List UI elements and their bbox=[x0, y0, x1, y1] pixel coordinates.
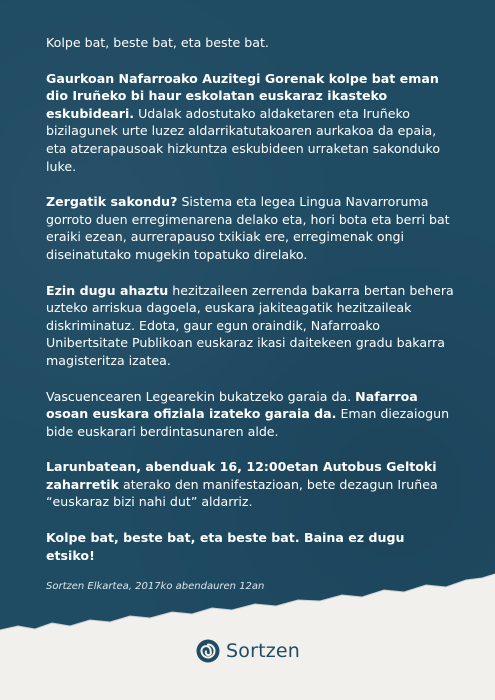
logo-text: Sortzen bbox=[226, 640, 301, 662]
torn-paper-shape bbox=[0, 560, 495, 700]
paragraph-ruling-lead: Gaurkoan Nafarroako Auzitegi Gorenak kolpe bat eman dio Iruñeko bi haur eskolatan euskaraz ikasteko eskubideari. bbox=[46, 70, 439, 121]
closing-line-text: Kolpe bat, beste bat, eta beste bat. Baina ez dugu etsiko! bbox=[46, 530, 405, 563]
paragraph-remember-text: hezitzaileen zerrenda bakarra bertan behera uzteko arriskua dagoela, euskara jakiteagatik hezitzaileak diskriminatuz. Edota, gaur egun oraindik, Nafarroako Unibertsitate Publikoan euskaraz ikasi daitekeen gradu bakarra magisteritza izatea. bbox=[46, 282, 454, 368]
paragraph-demonstration-lead: Larunbatean, abenduak 16, 12:00etan Autobus Geltoki zaharretik bbox=[46, 459, 437, 492]
paragraph-ruling bbox=[46, 70, 456, 176]
paragraph-official-bold: Nafarroa osoan euskara ofiziala izateko garaia da. bbox=[46, 388, 418, 422]
paragraph-why bbox=[46, 193, 456, 263]
paragraph-why-lead: Zergatik sakondu? bbox=[46, 194, 178, 210]
letter-body bbox=[46, 34, 456, 594]
paragraph-why-text: Sistema eta legea Lingua Navarroruma gorroto duen erregimenarena delako eta, hori bota eta berri bat eraiki ezean, aurrerapauso txikiak ere, erregimenak ongi diseinatutako mugekin topatuko direlako. bbox=[46, 194, 450, 262]
sortzen-logo bbox=[196, 638, 300, 664]
intro-line: Kolpe bat, beste bat, eta beste bat. bbox=[46, 35, 269, 50]
closing-line bbox=[46, 529, 456, 564]
signature: Sortzen Elkartea, 2017ko abendauren 12an bbox=[46, 581, 265, 593]
paragraph-ruling-text: Udalak adostutako aldaketaren eta Iruñeko bizilagunek urte luzez aldarrikatutakoaren aurkakoa da epaia, eta atzerapausoak hizkuntza eskubideen urraketan sakonduko luke. bbox=[46, 105, 441, 174]
paragraph-demonstration bbox=[46, 458, 456, 511]
paragraph-demonstration-text: aterako den manifestazioan, bete dezagun Iruñea “euskaraz bizi nahi dut” aldarriz. bbox=[46, 476, 438, 510]
paragraph-remember bbox=[46, 282, 456, 370]
spiral-icon bbox=[196, 639, 220, 663]
paragraph-official-text-2: Eman diezaiogun bide euskarari berdintasunaren alde. bbox=[46, 406, 450, 439]
paragraph-official-text-1: Vascuencearen Legearekin bukatzeko garaia da. bbox=[46, 388, 356, 404]
paragraph-official bbox=[46, 388, 456, 441]
torn-paper-footer bbox=[0, 560, 495, 700]
paragraph-remember-lead: Ezin dugu ahaztu bbox=[46, 282, 169, 298]
